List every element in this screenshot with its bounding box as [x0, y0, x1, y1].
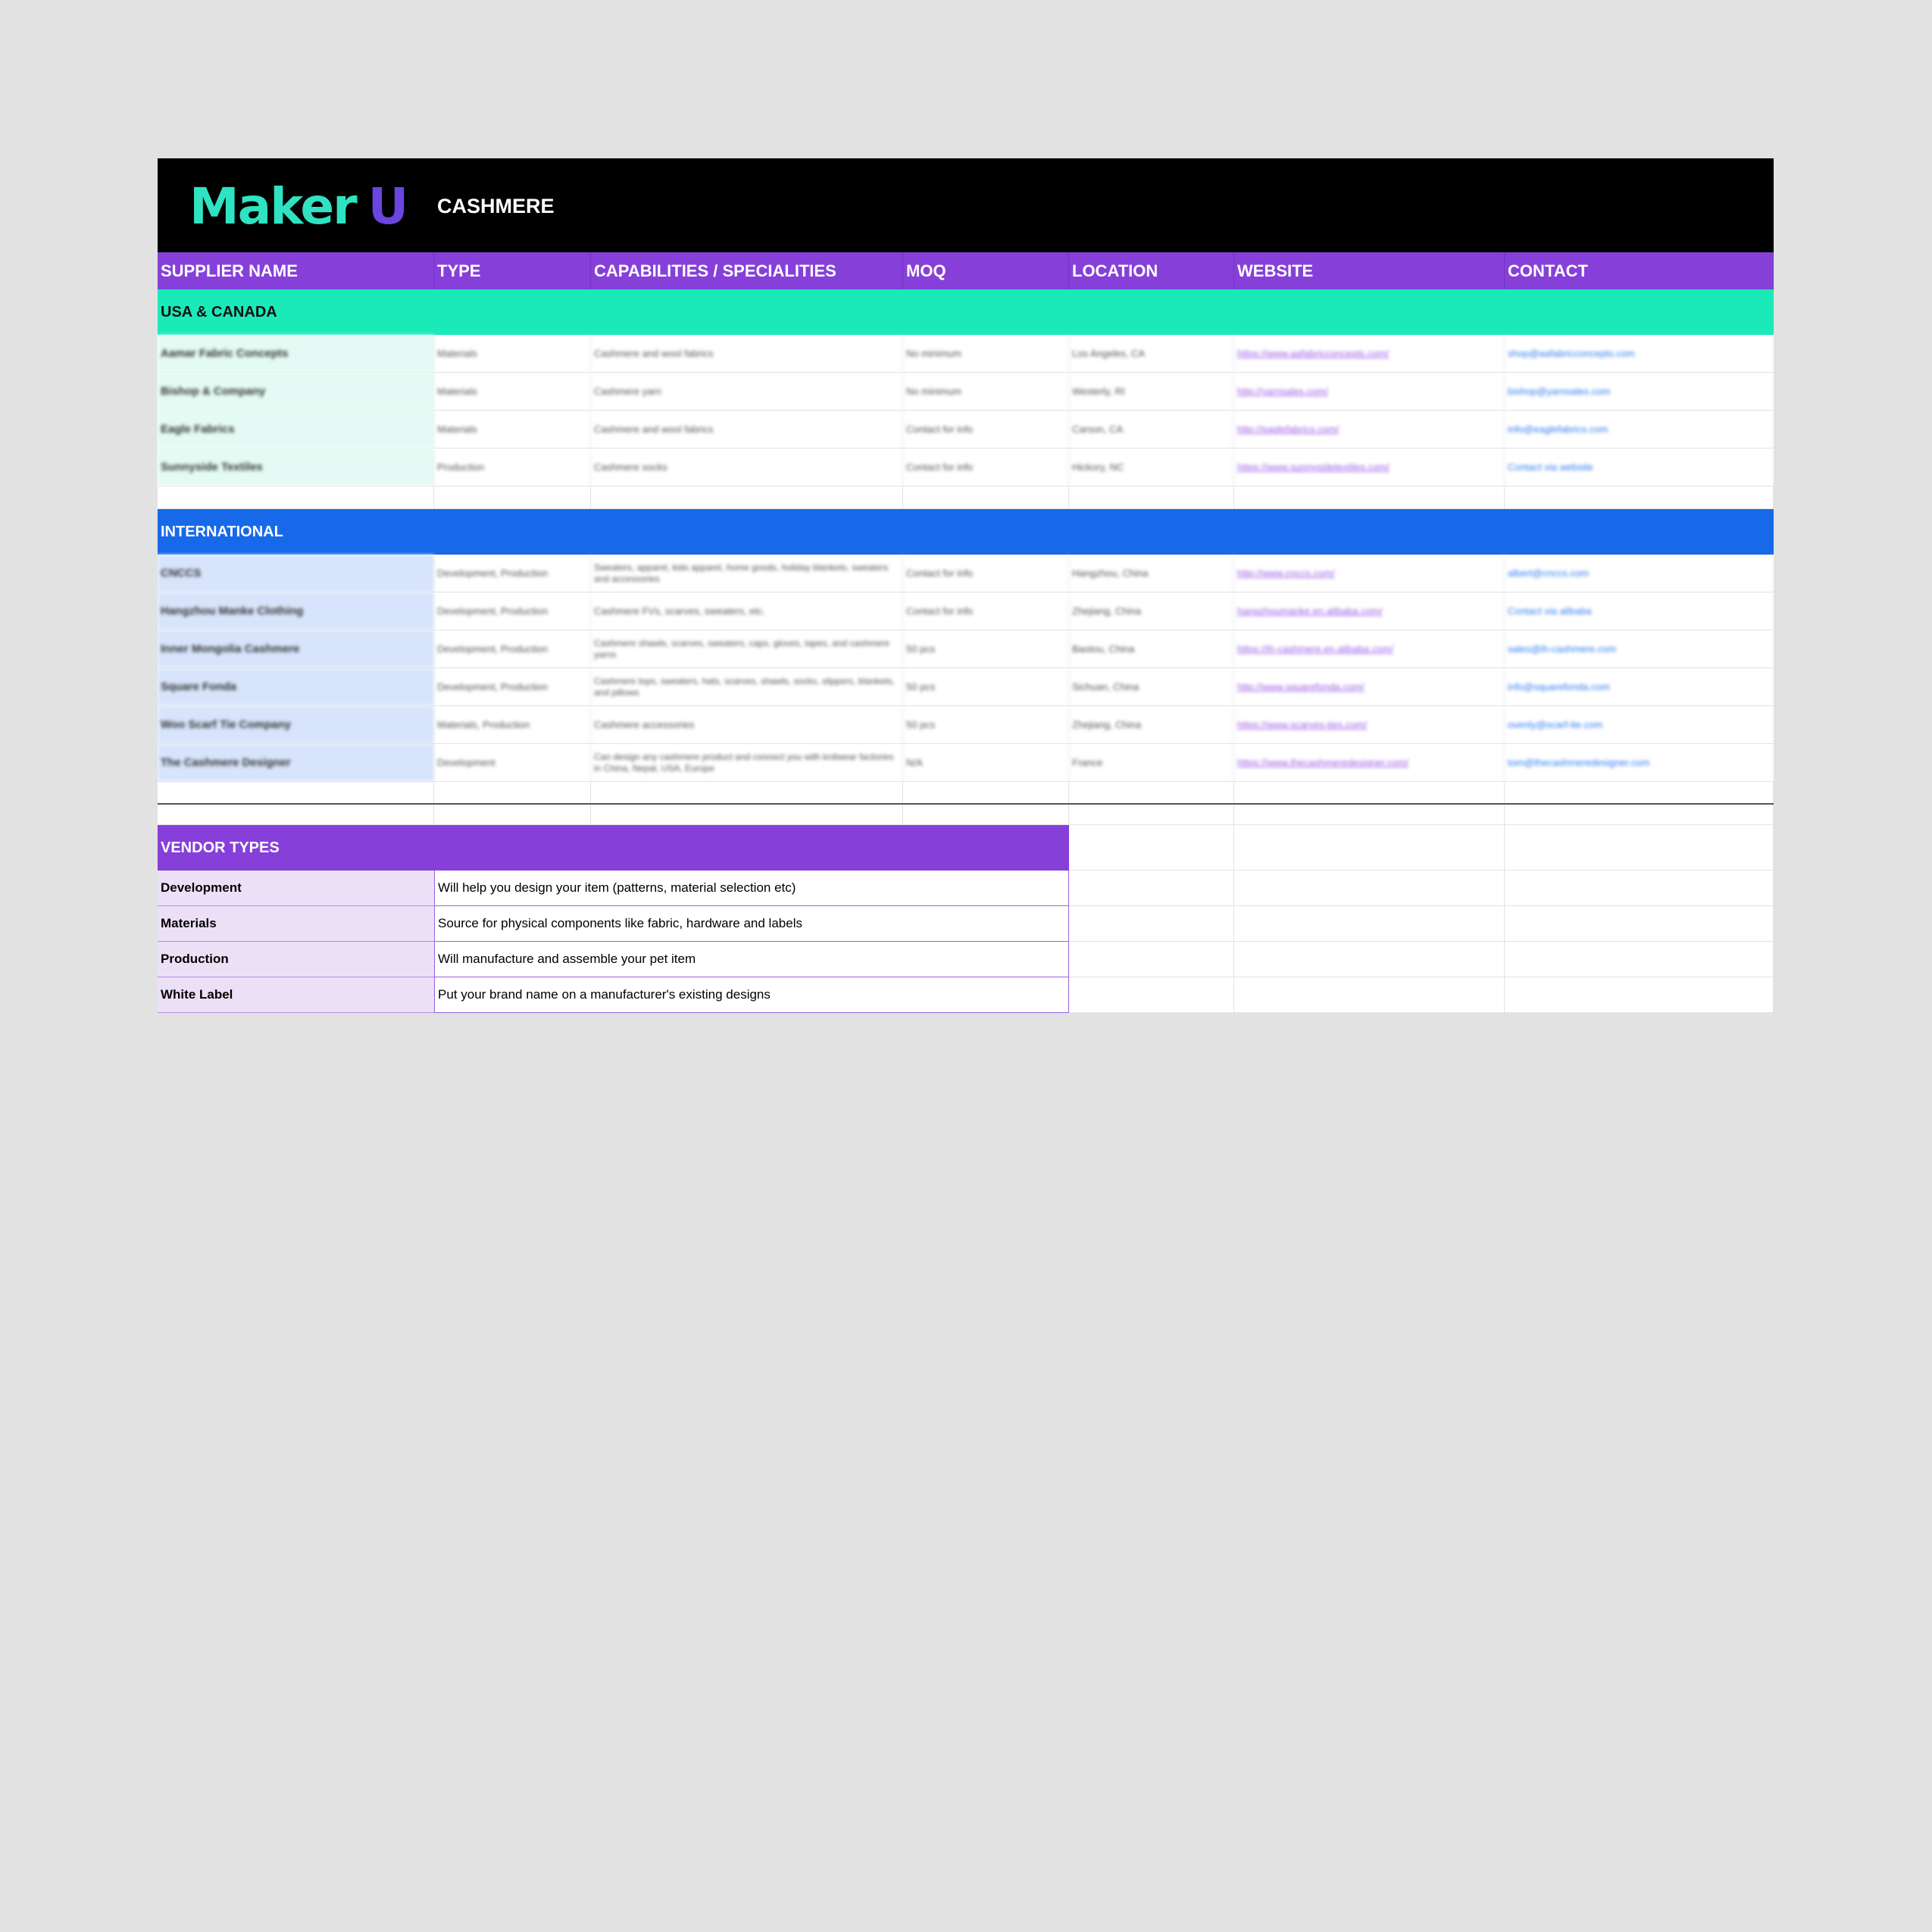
supplier-name-cell[interactable]: Aamar Fabric Concepts [158, 335, 434, 372]
table-row [158, 449, 1774, 486]
contact-cell[interactable]: albert@cnccs.com [1505, 555, 1774, 592]
table-row [158, 373, 1774, 411]
empty-cell[interactable] [1234, 486, 1505, 508]
empty-cell[interactable] [434, 782, 591, 803]
moq-cell[interactable]: Contact for info [903, 592, 1069, 630]
usa-supplier-rows [158, 335, 1774, 486]
location-cell[interactable]: Hickory, NC [1069, 449, 1234, 486]
contact-cell[interactable]: bishop@yarnsales.com [1505, 373, 1774, 410]
section-usa-canada [158, 289, 1774, 335]
website-link[interactable]: http://yarnsales.com/ [1234, 373, 1505, 410]
contact-cell[interactable]: tom@thecashmeredesigner.com [1505, 744, 1774, 781]
empty-cell[interactable] [591, 782, 903, 803]
contact-cell[interactable]: Contact via alibaba [1505, 592, 1774, 630]
empty-cell[interactable] [1234, 977, 1505, 1013]
location-cell[interactable]: France [1069, 744, 1234, 781]
moq-cell[interactable]: N/A [903, 744, 1069, 781]
supplier-name-cell[interactable]: Woo Scarf Tie Company [158, 706, 434, 743]
empty-cell[interactable] [1234, 825, 1505, 871]
empty-cell[interactable] [1505, 977, 1774, 1013]
empty-cell[interactable] [591, 805, 903, 824]
vendor-type-description[interactable]: Will manufacture and assemble your pet item [434, 942, 1069, 977]
empty-cell[interactable] [1234, 782, 1505, 803]
empty-cell[interactable] [1069, 486, 1234, 508]
vendor-type-name[interactable]: White Label [158, 977, 434, 1013]
empty-cell[interactable] [1505, 782, 1774, 803]
website-link[interactable]: http://www.squarefonda.com/ [1234, 668, 1505, 705]
vendor-type-row [158, 942, 1774, 977]
column-header-supplier-name[interactable]: SUPPLIER NAME [158, 252, 434, 289]
empty-cell[interactable] [1505, 805, 1774, 824]
empty-cell[interactable] [1069, 825, 1234, 871]
vendor-type-description[interactable]: Will help you design your item (patterns, material selection etc) [434, 871, 1069, 906]
empty-row [158, 486, 1774, 509]
empty-cell[interactable] [903, 486, 1069, 508]
empty-cell[interactable] [1069, 871, 1234, 906]
location-cell[interactable]: Sichuan, China [1069, 668, 1234, 705]
type-cell[interactable]: Development, Production [434, 668, 591, 705]
type-cell[interactable]: Development, Production [434, 555, 591, 592]
type-cell[interactable]: Materials [434, 411, 591, 448]
moq-cell[interactable]: Contact for info [903, 411, 1069, 448]
empty-cell[interactable] [1505, 942, 1774, 977]
empty-cell[interactable] [1069, 977, 1234, 1013]
location-cell[interactable]: Carson, CA [1069, 411, 1234, 448]
empty-row [158, 782, 1774, 805]
empty-cell[interactable] [1069, 906, 1234, 942]
empty-cell[interactable] [1505, 486, 1774, 508]
section-label-international[interactable]: INTERNATIONAL [161, 523, 283, 540]
moq-cell[interactable]: No minimum [903, 373, 1069, 410]
maker-u-logo [189, 177, 408, 236]
empty-cell[interactable] [1234, 942, 1505, 977]
moq-cell[interactable]: 50 pcs [903, 706, 1069, 743]
website-link[interactable]: https://www.sunnysidetextiles.com/ [1234, 449, 1505, 486]
empty-cell[interactable] [1234, 906, 1505, 942]
vendor-type-name[interactable]: Production [158, 942, 434, 977]
column-header-capabilities[interactable]: CAPABILITIES / SPECIALITIES [591, 252, 903, 289]
moq-cell[interactable]: 50 pcs [903, 630, 1069, 667]
empty-cell[interactable] [434, 486, 591, 508]
empty-row [158, 805, 1774, 825]
website-link[interactable]: hangzhoumanke.en.alibaba.com/ [1234, 592, 1505, 630]
location-cell[interactable]: Baotou, China [1069, 630, 1234, 667]
moq-cell[interactable]: 50 pcs [903, 668, 1069, 705]
column-header-location[interactable]: LOCATION [1069, 252, 1234, 289]
table-row [158, 411, 1774, 449]
empty-cell[interactable] [158, 486, 434, 508]
website-link[interactable]: https://www.thecashmeredesigner.com/ [1234, 744, 1505, 781]
contact-cell[interactable]: ovenly@scarf-tie.com [1505, 706, 1774, 743]
supplier-name-cell[interactable]: Sunnyside Textiles [158, 449, 434, 486]
type-cell[interactable]: Materials, Production [434, 706, 591, 743]
table-row [158, 706, 1774, 744]
column-header-type[interactable]: TYPE [434, 252, 591, 289]
empty-cell[interactable] [1234, 805, 1505, 824]
table-row [158, 744, 1774, 782]
column-header-website[interactable]: WEBSITE [1234, 252, 1505, 289]
empty-cell[interactable] [434, 805, 591, 824]
logo-u-text: U [367, 177, 408, 236]
international-supplier-rows [158, 555, 1774, 782]
vendor-type-row [158, 871, 1774, 906]
contact-cell[interactable]: info@squarefonda.com [1505, 668, 1774, 705]
empty-cell[interactable] [1505, 871, 1774, 906]
supplier-name-cell[interactable]: Hangzhou Manke Clothing [158, 592, 434, 630]
capabilities-cell[interactable]: Can design any cashmere product and connect you with knitwear factories in China, Nepal, USA, Europe [591, 744, 903, 781]
contact-cell[interactable]: shop@aafabricconcepts.com [1505, 335, 1774, 372]
logo-maker-text: Maker [189, 177, 356, 236]
type-cell[interactable]: Materials [434, 373, 591, 410]
capabilities-cell[interactable]: Cashmere and wool fabrics [591, 411, 903, 448]
empty-cell[interactable] [1069, 942, 1234, 977]
section-international [158, 509, 1774, 555]
website-link[interactable]: http://www.cnccs.com/ [1234, 555, 1505, 592]
supplier-name-cell[interactable]: CNCCS [158, 555, 434, 592]
capabilities-cell[interactable]: Cashmere socks [591, 449, 903, 486]
capabilities-cell[interactable]: Sweaters, apparel, kids apparel, home goods, holiday blankets, sweaters and accessories [591, 555, 903, 592]
column-header-moq[interactable]: MOQ [903, 252, 1069, 289]
website-link[interactable]: https://www.aafabricconcepts.com/ [1234, 335, 1505, 372]
supplier-name-cell[interactable]: Inner Mongolia Cashmere [158, 630, 434, 667]
location-cell[interactable]: Westerly, RI [1069, 373, 1234, 410]
capabilities-cell[interactable]: Cashmere FVs, scarves, sweaters, etc. [591, 592, 903, 630]
title-band [158, 158, 1774, 252]
moq-cell[interactable]: Contact for info [903, 449, 1069, 486]
contact-cell[interactable]: info@eaglefabrics.com [1505, 411, 1774, 448]
type-cell[interactable]: Development, Production [434, 630, 591, 667]
empty-cell[interactable] [1234, 871, 1505, 906]
vendor-type-rows [158, 871, 1774, 1013]
capabilities-cell[interactable]: Cashmere shawls, scarves, sweaters, caps, gloves, tapes, and cashmere yarns [591, 630, 903, 667]
empty-cell[interactable] [1505, 906, 1774, 942]
capabilities-cell[interactable]: Cashmere tops, sweaters, hats, scarves, shawls, socks, slippers, blankets, and pillows [591, 668, 903, 705]
website-link[interactable]: http://eaglefabrics.com/ [1234, 411, 1505, 448]
contact-cell[interactable]: sales@ih-cashmere.com [1505, 630, 1774, 667]
empty-cell[interactable] [158, 805, 434, 824]
supplier-name-cell[interactable]: Bishop & Company [158, 373, 434, 410]
location-cell[interactable]: Zhejiang, China [1069, 592, 1234, 630]
empty-cell[interactable] [1505, 825, 1774, 871]
empty-cell[interactable] [903, 782, 1069, 803]
vendor-types-header [158, 825, 1774, 871]
vendor-type-name[interactable]: Development [158, 871, 434, 906]
empty-cell[interactable] [903, 805, 1069, 824]
capabilities-cell[interactable]: Cashmere accessories [591, 706, 903, 743]
empty-cell[interactable] [1069, 782, 1234, 803]
moq-cell[interactable]: Contact for info [903, 555, 1069, 592]
table-row [158, 335, 1774, 373]
spreadsheet [158, 158, 1774, 1013]
location-cell[interactable]: Zhejiang, China [1069, 706, 1234, 743]
supplier-name-cell[interactable]: The Cashmere Designer [158, 744, 434, 781]
sheet-title: CASHMERE [437, 195, 555, 217]
supplier-name-cell[interactable]: Eagle Fabrics [158, 411, 434, 448]
type-cell[interactable]: Materials [434, 335, 591, 372]
website-link[interactable]: https://ih-cashmere.en.alibaba.com/ [1234, 630, 1505, 667]
vendor-type-row [158, 906, 1774, 942]
supplier-name-cell[interactable]: Square Fonda [158, 668, 434, 705]
column-header-contact[interactable]: CONTACT [1505, 252, 1774, 289]
vendor-type-description[interactable]: Put your brand name on a manufacturer's existing designs [434, 977, 1069, 1013]
vendor-type-description[interactable]: Source for physical components like fabric, hardware and labels [434, 906, 1069, 942]
type-cell[interactable]: Development [434, 744, 591, 781]
vendor-type-row [158, 977, 1774, 1013]
empty-cell[interactable] [158, 782, 434, 803]
capabilities-cell[interactable]: Cashmere and wool fabrics [591, 335, 903, 372]
vendor-type-name[interactable]: Materials [158, 906, 434, 942]
empty-cell[interactable] [1069, 805, 1234, 824]
type-cell[interactable]: Production [434, 449, 591, 486]
section-label-usa-canada[interactable]: USA & CANADA [161, 303, 277, 320]
empty-cell[interactable] [591, 486, 903, 508]
table-row [158, 668, 1774, 706]
capabilities-cell[interactable]: Cashmere yarn [591, 373, 903, 410]
location-cell[interactable]: Los Angeles, CA [1069, 335, 1234, 372]
table-row [158, 630, 1774, 668]
type-cell[interactable]: Development, Production [434, 592, 591, 630]
website-link[interactable]: https://www.scarves-ties.com/ [1234, 706, 1505, 743]
moq-cell[interactable]: No minimum [903, 335, 1069, 372]
table-row [158, 592, 1774, 630]
contact-cell[interactable]: Contact via website [1505, 449, 1774, 486]
location-cell[interactable]: Hangzhou, China [1069, 555, 1234, 592]
column-header-row [158, 252, 1774, 289]
table-row [158, 555, 1774, 592]
vendor-types-title[interactable]: VENDOR TYPES [158, 825, 1069, 871]
